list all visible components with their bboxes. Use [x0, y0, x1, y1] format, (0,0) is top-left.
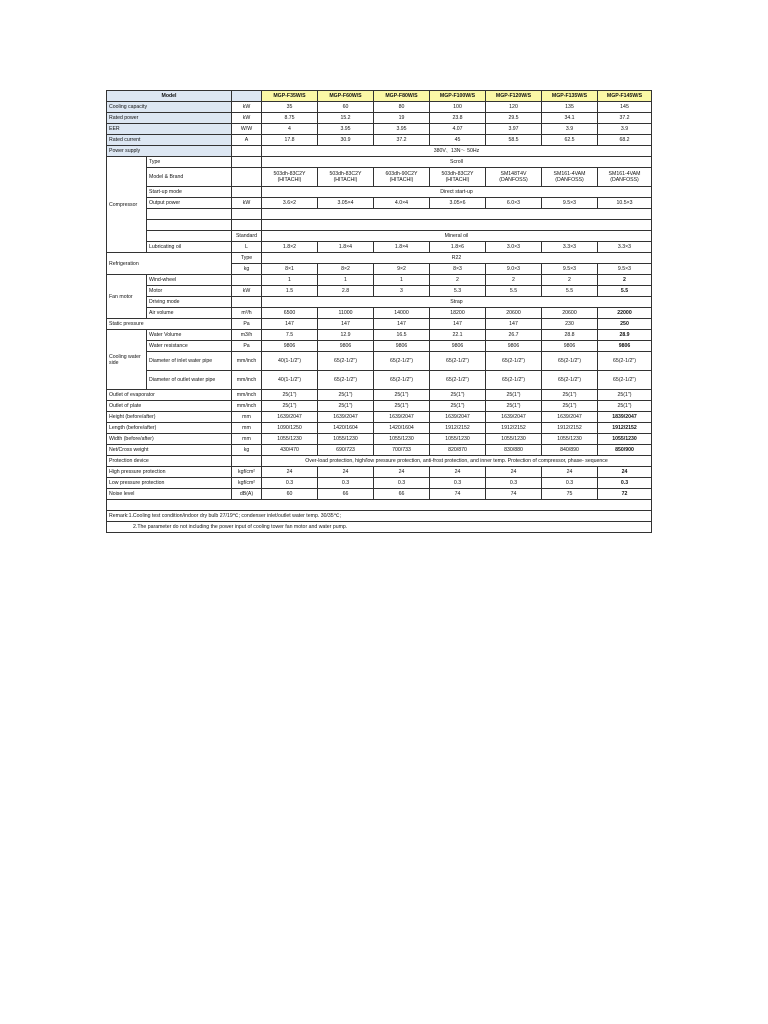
row-eer: EER W/W 4 3.95 3.95 4.07 3.97 3.9 3.9 [107, 124, 652, 135]
row-water-resistance: Water resistance Pa 9806 9806 9806 9806 9806 9806 9806 [107, 341, 652, 352]
row-remark-2 [107, 522, 652, 533]
model-header: Model [107, 91, 232, 102]
row-blank-separator [107, 500, 652, 511]
spec-sheet [106, 90, 651, 533]
row-height: Height (before/after) mm 1639/2047 1639/2047 1639/2047 1639/2047 1639/2047 1639/2047 1839/2047 [107, 412, 652, 423]
row-air-volume: Air volume m³/h 6500 11000 14000 18200 20600 20600 22000 [107, 308, 652, 319]
model-col-6: MGP-F135W/S [542, 91, 598, 102]
row-refrigerant-kg: kg 8×1 8×2 9×2 8×3 9.0×3 9.5×3 9.5×3 [107, 264, 652, 275]
row-compressor-type: Compressor Type Scroll [107, 157, 652, 168]
row-lubricating-oil: Lubricating oil L 1.8×2 1.8×4 1.8×4 1.8×6 3.0×3 3.3×3 3.3×3 [107, 242, 652, 253]
model-col-4: MGP-F100W/S [430, 91, 486, 102]
row-water-volume: Cooling water side Water Volume m3/h 7.5 12.9 16.5 22.1 26.7 28.8 28.9 [107, 330, 652, 341]
row-cooling-capacity: Cooling capacity kW 35 60 80 100 120 135 145 [107, 102, 652, 113]
row-outlet-plate: Outlet of plate mm/inch 25(1") 25(1") 25(1") 25(1") 25(1") 25(1") 25(1") [107, 401, 652, 412]
refrigeration-group-label: Refrigeration [107, 253, 232, 275]
row-compressor-blank-1 [107, 209, 652, 220]
row-power-supply: Power supply 380V、13N〜 50Hz [107, 146, 652, 157]
row-compressor-output: Output power kW 3.6×2 3.05×4 4.0×4 3.05×6 6.0×3 9.5×3 10.5×3 [107, 198, 652, 209]
row-wind-wheel: Fan motor Wind-wheel 1 1 1 2 2 2 2 [107, 275, 652, 286]
row-noise-level: Noise level dB(A) 60 66 66 74 74 75 72 [107, 489, 652, 500]
row-oil-standard: Standard Mineral oil [107, 231, 652, 242]
row-inlet-pipe: Diameter of inlet water pipe mm/inch 40(1-1/2") 65(2-1/2") 65(2-1/2") 65(2-1/2") 65(2-1/2") 65(2-1/2") 65(2-1/2") [107, 352, 652, 371]
row-rated-current: Rated current A 17.8 30.9 37.2 45 58.5 62.5 68.2 [107, 135, 652, 146]
row-driving-mode: Driving mode Strap [107, 297, 652, 308]
model-col-1: MGP-F35W/S [262, 91, 318, 102]
model-col-7: MGP-F145W/S [598, 91, 652, 102]
water-group-label: Cooling water side [107, 330, 147, 390]
row-protection-device: Protection device Over-load protection, high/low pressure protection, anti-frost protection, and inner temp. Protection of compressor, phase- sequence [107, 456, 652, 467]
row-refrigerant-type: Refrigeration Type R22 [107, 253, 652, 264]
compressor-group-label: Compressor [107, 157, 147, 253]
row-width: Width (before/after) mm 1055/1230 1055/1230 1055/1230 1055/1230 1055/1230 1055/1230 1055/1230 [107, 434, 652, 445]
row-outlet-evaporator: Outlet of evaporator mm/inch 25(1") 25(1") 25(1") 25(1") 25(1") 25(1") 25(1") [107, 390, 652, 401]
row-length: Length (before/after) mm 1090/1250 1420/1604 1420/1604 1912/2152 1912/2152 1912/2152 1912/2152 [107, 423, 652, 434]
row-fan-motor: Motor kW 1.5 2.8 3 5.3 5.5 5.5 5.5 [107, 286, 652, 297]
row-high-pressure: High pressure protection kgf/cm² 24 24 24 24 24 24 24 [107, 467, 652, 478]
row-compressor-blank-2 [107, 220, 652, 231]
header-row [107, 91, 652, 102]
remark-line-2: 2.The parameter do not including the power input of cooling tower fan motor and water pump. [107, 522, 652, 533]
model-col-2: MGP-F60W/S [318, 91, 374, 102]
model-col-3: MGP-F80W/S [374, 91, 430, 102]
fan-group-label: Fan motor [107, 275, 147, 319]
row-compressor-model: Model & Brand 503dh-83C2Y (HITACHI) 503dh-83C2Y (HITACHI) 603dh-90C2Y (HITACHI) 503dh-83C2Y (HITACHI) SM148T4V (DANFOSS) SM161-4VAM (DANFOSS) SM161-4VAM (DANFOSS) [107, 168, 652, 187]
row-low-pressure: Low pressure protection kgf/cm² 0.3 0.3 0.3 0.3 0.3 0.3 0.3 [107, 478, 652, 489]
spec-table [106, 90, 652, 533]
remark-line-1: Remark:1.Cooling test condition/indoor dry bulb 27/19℃; condenser inlet/outlet water temp. 30/35℃; [107, 511, 652, 522]
row-outlet-pipe: Diameter of outlet water pipe mm/inch 40(1-1/2") 65(2-1/2") 65(2-1/2") 65(2-1/2") 65(2-1/2") 65(2-1/2") 65(2-1/2") [107, 371, 652, 390]
row-static-pressure: Static pressure Pa 147 147 147 147 147 230 250 [107, 319, 652, 330]
row-compressor-startup: Start-up mode Direct start-up [107, 187, 652, 198]
row-rated-power: Rated power kW 8.75 15.2 19 23.8 29.5 34.1 37.2 [107, 113, 652, 124]
row-weight: Net/Cross weight kg 430/470 690/723 700/733 820/870 830/880 840/890 850/900 [107, 445, 652, 456]
model-col-5: MGP-F120W/S [486, 91, 542, 102]
row-remark-1 [107, 511, 652, 522]
